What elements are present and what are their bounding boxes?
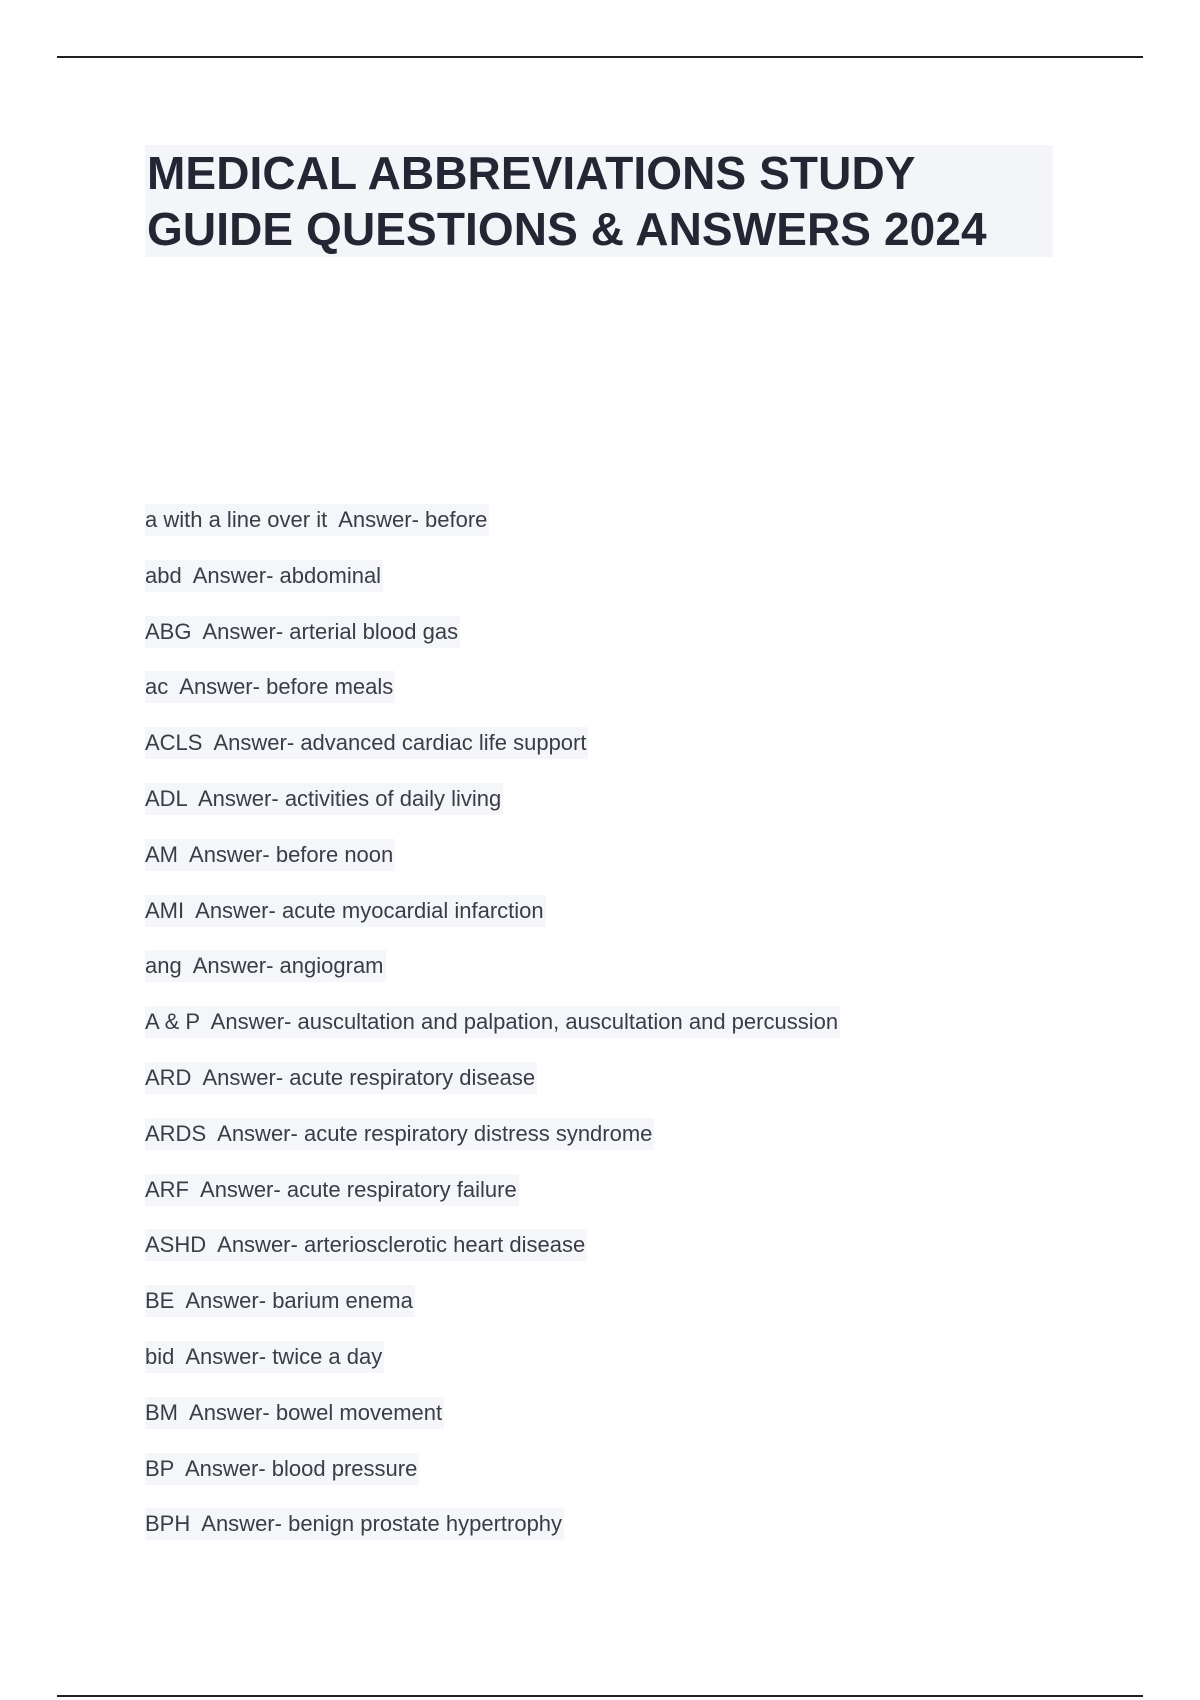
qa-item	[145, 839, 840, 895]
qa-answer: blood pressure	[271, 1455, 418, 1481]
qa-text	[145, 1285, 415, 1317]
qa-term: ARDS	[145, 1120, 207, 1146]
qa-answer-prefix: Answer-	[200, 1176, 281, 1202]
qa-term: BM	[145, 1399, 178, 1425]
qa-text	[145, 727, 588, 759]
qa-answer: twice a day	[272, 1343, 383, 1369]
qa-answer: bowel movement	[275, 1399, 443, 1425]
page-top-rule	[57, 56, 1143, 58]
qa-text	[145, 783, 503, 815]
qa-item	[145, 1118, 840, 1174]
qa-text	[145, 1174, 519, 1206]
qa-answer-prefix: Answer-	[213, 730, 295, 756]
qa-answer-prefix: Answer-	[185, 1288, 267, 1314]
qa-answer: acute myocardial infarction	[281, 897, 544, 923]
qa-answer: arteriosclerotic heart disease	[303, 1232, 586, 1258]
qa-answer: activities of daily living	[284, 785, 502, 811]
qa-term: ARF	[145, 1176, 189, 1202]
qa-answer-prefix: Answer-	[217, 1120, 298, 1146]
qa-answer-prefix: Answer-	[202, 618, 284, 644]
qa-answer-prefix: Answer-	[217, 1232, 298, 1258]
document-title	[145, 145, 1053, 257]
qa-text	[145, 560, 383, 592]
qa-item	[145, 895, 840, 951]
qa-text	[145, 1341, 384, 1373]
qa-term: BPH	[145, 1511, 191, 1537]
qa-term: ang	[145, 953, 182, 979]
qa-term: AM	[145, 841, 178, 867]
page-bottom-rule	[57, 1695, 1143, 1697]
qa-item	[145, 1006, 840, 1062]
qa-item	[145, 504, 840, 560]
qa-text	[145, 616, 460, 648]
qa-answer-prefix: Answer-	[210, 1009, 292, 1035]
qa-term: AMI	[145, 897, 185, 923]
qa-term: ACLS	[145, 730, 203, 756]
qa-answer-prefix: Answer-	[202, 1064, 284, 1090]
qa-answer-prefix: Answer-	[189, 841, 270, 867]
qa-answer: advanced cardiac life support	[300, 730, 587, 756]
qa-answer-prefix: Answer-	[338, 507, 419, 532]
qa-text	[145, 950, 386, 982]
qa-term: abd	[145, 562, 182, 588]
qa-term: bid	[145, 1343, 175, 1369]
qa-answer: barium enema	[272, 1288, 413, 1314]
qa-answer-prefix: Answer-	[198, 785, 279, 811]
qa-item	[145, 1174, 840, 1230]
qa-answer: auscultation and palpation, auscultation and percussion	[297, 1009, 839, 1035]
qa-answer-prefix: Answer-	[184, 1455, 266, 1481]
qa-item	[145, 671, 840, 727]
qa-text	[145, 1006, 840, 1038]
qa-answer: acute respiratory disease	[289, 1064, 536, 1090]
qa-text	[145, 1397, 444, 1429]
qa-term: ADL	[145, 785, 187, 811]
qa-text	[145, 1062, 537, 1094]
qa-item	[145, 783, 840, 839]
qa-answer: benign prostate hypertrophy	[288, 1511, 563, 1537]
qa-answer: before meals	[266, 674, 394, 700]
qa-item	[145, 1453, 840, 1509]
qa-item	[145, 1397, 840, 1453]
qa-term: BE	[145, 1288, 175, 1314]
qa-item	[145, 616, 840, 672]
qa-answer-prefix: Answer-	[179, 674, 260, 700]
qa-text	[145, 1453, 419, 1485]
qa-item	[145, 560, 840, 616]
qa-answer-prefix: Answer-	[192, 953, 274, 979]
qa-term: a with a line over it	[145, 507, 328, 532]
qa-answer: acute respiratory failure	[286, 1176, 517, 1202]
qa-answer: acute respiratory distress syndrome	[303, 1120, 653, 1146]
qa-answer: abdominal	[279, 562, 382, 588]
title-line-1: MEDICAL ABBREVIATIONS STUDY	[147, 147, 916, 199]
qa-term: ABG	[145, 618, 192, 644]
qa-answer: angiogram	[279, 953, 384, 979]
qa-text	[145, 504, 489, 536]
qa-item	[145, 1229, 840, 1285]
qa-text	[145, 1118, 654, 1150]
qa-item	[145, 1285, 840, 1341]
qa-answer-prefix: Answer-	[192, 562, 274, 588]
qa-answer: arterial blood gas	[289, 618, 459, 644]
qa-answer: before	[425, 507, 488, 532]
qa-term: A & P	[145, 1009, 200, 1035]
qa-item	[145, 1062, 840, 1118]
qa-answer-prefix: Answer-	[185, 1343, 267, 1369]
qa-term: BP	[145, 1455, 174, 1481]
qa-text	[145, 1508, 564, 1540]
title-line-2: GUIDE QUESTIONS & ANSWERS 2024	[147, 203, 987, 255]
qa-item	[145, 950, 840, 1006]
qa-answer: before noon	[275, 841, 394, 867]
qa-item	[145, 1508, 840, 1564]
qa-text	[145, 839, 395, 871]
qa-list	[145, 504, 840, 1564]
qa-answer-prefix: Answer-	[195, 897, 276, 923]
qa-text	[145, 895, 546, 927]
qa-text	[145, 1229, 587, 1261]
qa-term: ac	[145, 674, 169, 700]
qa-item	[145, 1341, 840, 1397]
qa-text	[145, 671, 395, 703]
qa-answer-prefix: Answer-	[201, 1511, 282, 1537]
qa-term: ARD	[145, 1064, 192, 1090]
qa-answer-prefix: Answer-	[189, 1399, 270, 1425]
qa-item	[145, 727, 840, 783]
qa-term: ASHD	[145, 1232, 207, 1258]
